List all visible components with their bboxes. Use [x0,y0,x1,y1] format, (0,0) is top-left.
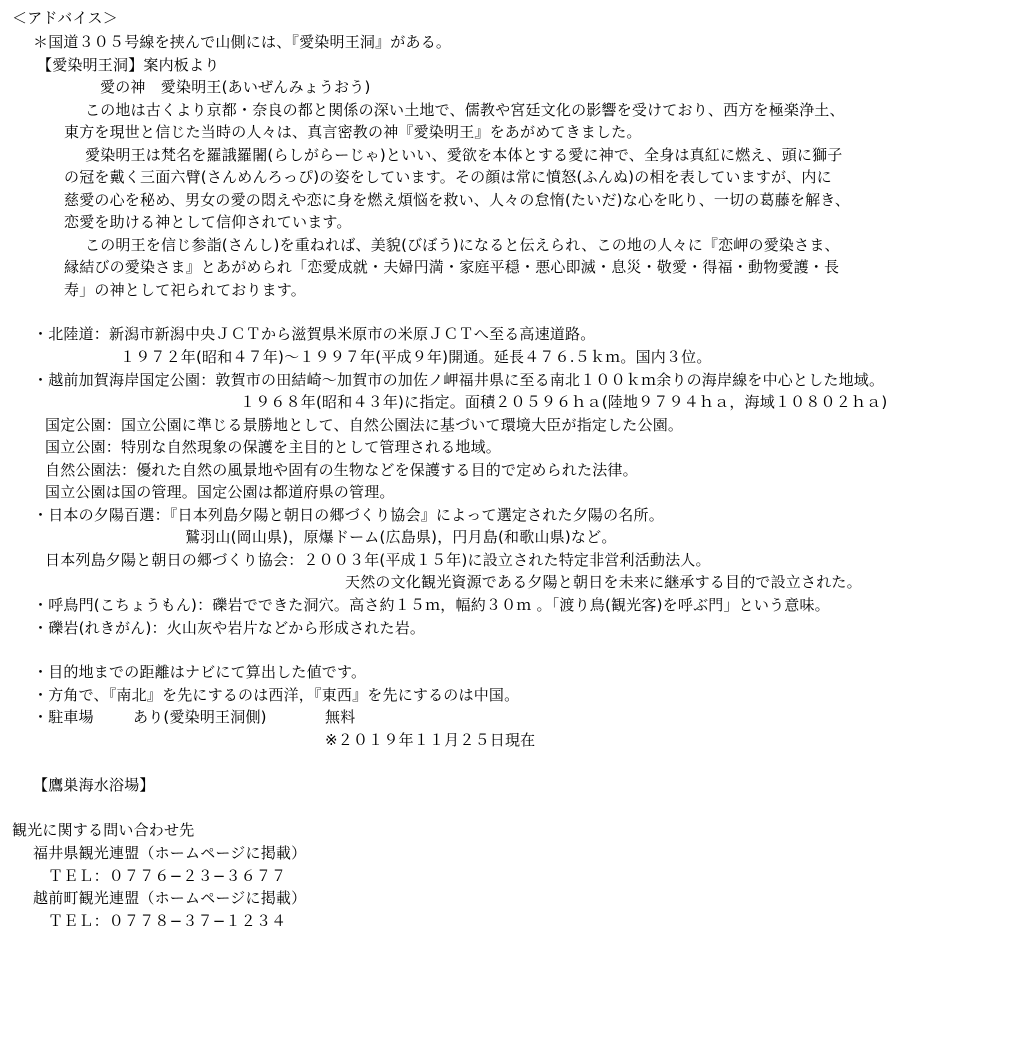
parking-as-of: ※２０１９年１１月２５日現在 [325,731,536,749]
shrine-line: この明王を信じ参詣(さんし)を重ねれば、美貌(びぼう)になると伝えられ、この地の人々に『恋岬の愛染さま、 [85,236,840,254]
note-line: １９７２年(昭和４７年)〜１９９７年(平成９年)開通。延長４７６.５ｋｍ。国内３位。 [120,348,712,366]
shrine-line: 愛染明王は梵名を羅誐羅闍(らしがらーじゃ)といい、愛欲を本体とする愛に神で、全身は真紅に燃え、頭に獅子 [85,146,843,164]
note-line: ・呼鳥門(こちょうもん)：礫岩でできた洞穴。高さ約１５ｍ，幅約３０ｍ 。「渡り鳥(観光客)を呼ぶ門」という意味。 [33,596,830,614]
misc-line: ・目的地までの距離はナビにて算出した値です。 [33,663,367,681]
note-line: ・礫岩(れきがん)：火山灰や岩片などから形成された岩。 [33,619,426,637]
note-line: 国定公園：国立公園に準じる景勝地として、自然公園法に基づいて環境大臣が指定した公園。 [45,416,684,434]
parking-fee: 無料 [325,708,356,726]
beach-heading: 【鷹巣海水浴場】 [33,776,155,794]
shrine-line: 縁結びの愛染さま』とあがめられ「恋愛成就・夫婦円満・家庭平穏・悪心即滅・息災・敬愛・得福・動物愛護・長 [64,258,840,276]
shrine-line: 東方を現世と信じた当時の人々は、真言密教の神『愛染明王』をあがめてきました。 [64,123,642,141]
note-line: 国立公園：特別な自然現象の保護を主目的として管理される地域。 [45,438,502,456]
note-line: 日本列島夕陽と朝日の郷づくり協会：２００３年(平成１５年)に設立された特定非営利活動法人。 [45,551,711,569]
contact-tel: ＴＥＬ：０７７６−２３−３６７７ [48,867,287,885]
note-line: ・北陸道：新潟市新潟中央ＪＣＴから滋賀県米原市の米原ＪＣＴへ至る高速道路。 [33,325,596,343]
shrine-line: 恋愛を助ける神として信仰されています。 [64,213,352,231]
note-line: 自然公園法：優れた自然の風景地や固有の生物などを保護する目的で定められた法律。 [45,461,638,479]
heading: ＜アドバイス＞ [12,9,118,27]
shrine-label: 【愛染明王洞】案内板より [37,56,220,74]
parking-value: あり(愛染明王洞側) [133,708,267,726]
note-line: 鷲羽山(岡山県)，原爆ドーム(広島県)，円月島(和歌山県)など。 [185,528,617,546]
parking-label: ・駐車場 [33,708,94,726]
shrine-title: 愛の神 愛染明王(あいぜんみょうおう) [100,78,371,96]
shrine-line: この地は古くより京都・奈良の都と関係の深い土地で、儒教や宮廷文化の影響を受けており、西方を極楽浄土、 [85,101,845,119]
note-line: 国立公園は国の管理。国定公園は都道府県の管理。 [45,483,395,501]
contact-tel: ＴＥＬ：０７７８−３７−１２３４ [48,912,287,930]
shrine-line: の冠を戴く三面六臂(さんめんろっぴ)の姿をしています。その顔は常に憤怒(ふんぬ)の相を表していますが、内に [64,168,832,186]
misc-line: ・方角で、『南北』を先にするのは西洋，『東西』を先にするのは中国。 [33,686,520,704]
shrine-line: 寿」の神として祀られております。 [64,281,307,299]
contact-org: 福井県観光連盟（ホームページに掲載） [33,844,307,862]
shrine-line: 慈愛の心を秘め、男女の愛の悶えや恋に身を燃え煩悩を救い、人々の怠惰(たいだ)な心を叱り、一切の葛藤を解き、 [64,191,851,209]
contact-org: 越前町観光連盟（ホームページに掲載） [33,889,307,907]
intro-note: ＊国道３０５号線を挟んで山側には、『愛染明王洞』がある。 [33,33,452,51]
contact-title: 観光に関する問い合わせ先 [12,821,195,839]
note-line: ・日本の夕陽百選：『日本列島夕陽と朝日の郷づくり協会』によって選定された夕陽の名所。 [33,506,664,524]
note-line: ・越前加賀海岸国定公園：敦賀市の田結崎〜加賀市の加佐ノ岬福井県に至る南北１００ｋｍ余りの海岸線を中心とした地域。 [33,371,885,389]
note-line: 天然の文化観光資源である夕陽と朝日を未来に継承する目的で設立された。 [345,573,862,591]
note-line: １９６８年(昭和４３年)に指定。面積２０５９６ｈａ(陸地９７９４ｈａ，海域１０８０２ｈａ) [240,393,888,411]
